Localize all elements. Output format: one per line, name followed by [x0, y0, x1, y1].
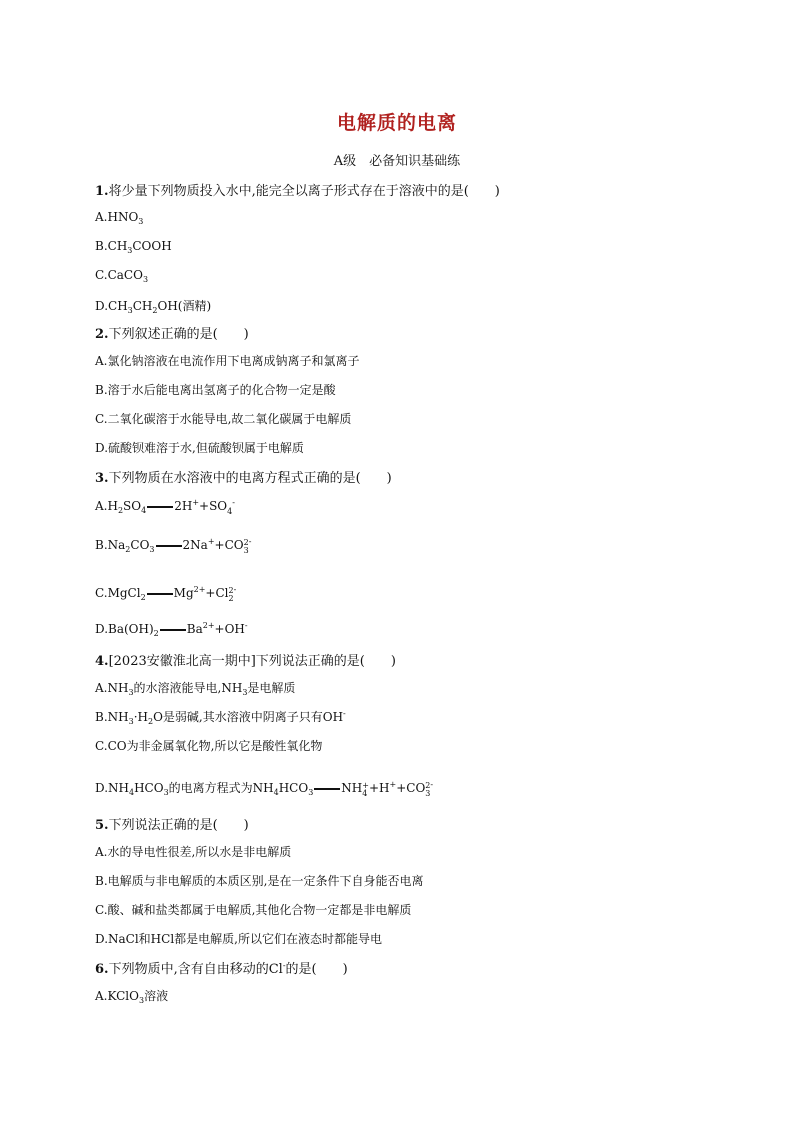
q1-option-a: $A.HNO_3$ [95, 210, 144, 226]
q4-option-c: C.CO为非金属氧化物,所以它是酸性氧化物 [95, 739, 323, 753]
equals-bar [314, 788, 340, 790]
question-1 [95, 180, 500, 199]
question-6 [95, 958, 348, 977]
q4-option-b: $B.NH_3\cdot H_2O$是弱碱,其水溶液中阴离子只有OH- [95, 709, 346, 726]
question-number: 3. [95, 471, 109, 486]
equals-bar [156, 545, 182, 547]
question-number: 2. [95, 327, 109, 342]
question-stem: 下列叙述正确的是( ) [108, 327, 249, 342]
question-5 [95, 814, 249, 833]
question-stem: [2023安徽淮北高一期中]下列说法正确的是( ) [108, 654, 396, 669]
q3-option-a: $A.H_2SO_4$ 2H++SO4- [95, 498, 235, 516]
question-stem: 下列说法正确的是( ) [108, 818, 249, 833]
q1-option-b: $B.CH_3COOH$ [95, 239, 172, 255]
q2-option-d: D.硫酸钡难溶于水,但硫酸钡属于电解质 [95, 441, 304, 455]
q1-option-d: $D.CH_3CH_2OH$(酒精) [95, 299, 212, 315]
equals-bar [147, 506, 173, 508]
question-number: 5. [95, 818, 109, 833]
question-3 [95, 467, 392, 486]
equals-bar [160, 629, 186, 631]
question-2 [95, 323, 249, 342]
q5-option-b: B.电解质与非电解质的本质区别,是在一定条件下自身能否电离 [95, 874, 424, 888]
q3-option-c: C.MgCl$_2$ $Mg^{2+}+Cl2$ 2- [95, 585, 237, 603]
q5-option-c: C.酸、碱和盐类都属于电解质,其他化合物一定都是非电解质 [95, 903, 412, 917]
q2-option-c: C.二氧化碳溶于水能导电,故二氧化碳属于电解质 [95, 412, 352, 426]
q4-option-d: $D.NH_4HCO_3$的电离方程式为$NH_4HCO_3$ NH+ 4 +H++CO2 3- [95, 780, 434, 798]
q5-option-d: D.NaCl和HCl都是电解质,所以它们在液态时都能导电 [95, 932, 382, 946]
q2-option-b: B.溶于水后能电离出氢离子的化合物一定是酸 [95, 383, 336, 397]
equals-bar [147, 593, 173, 595]
q3-option-d: $D.Ba(OH)_2$ $Ba^{2+}+OH^-$ [95, 621, 248, 638]
question-stem: 下列物质在水溶液中的电离方程式正确的是( ) [108, 471, 392, 486]
question-number: 6. [95, 962, 109, 977]
question-number: 1. [95, 184, 109, 199]
q5-option-a: A.水的导电性很差,所以水是非电解质 [95, 845, 292, 859]
q3-option-b: $B.Na_2CO_3$ 2Na++CO2 3- [95, 537, 252, 555]
q4-option-a: $A.NH_3$的水溶液能导电$,NH_3$是电解质 [95, 681, 296, 697]
page-title: 电解质的电离 [336, 112, 457, 134]
question-number: 4. [95, 654, 109, 669]
q2-option-a: A.氯化钠溶液在电流作用下电离成钠离子和氯离子 [95, 354, 360, 368]
question-stem: 将少量下列物质投入水中,能完全以离子形式存在于溶液中的是( ) [108, 184, 500, 199]
question-stem: 下列物质中,含有自由移动的Cl-的是( ) [108, 961, 348, 977]
level-subtitle: A级 必备知识基础练 [333, 154, 461, 169]
q1-option-c: C.CaCO$_3$ [95, 268, 149, 284]
q6-option-a: A.KClO$_3$溶液 [95, 989, 169, 1005]
question-4 [95, 650, 396, 669]
